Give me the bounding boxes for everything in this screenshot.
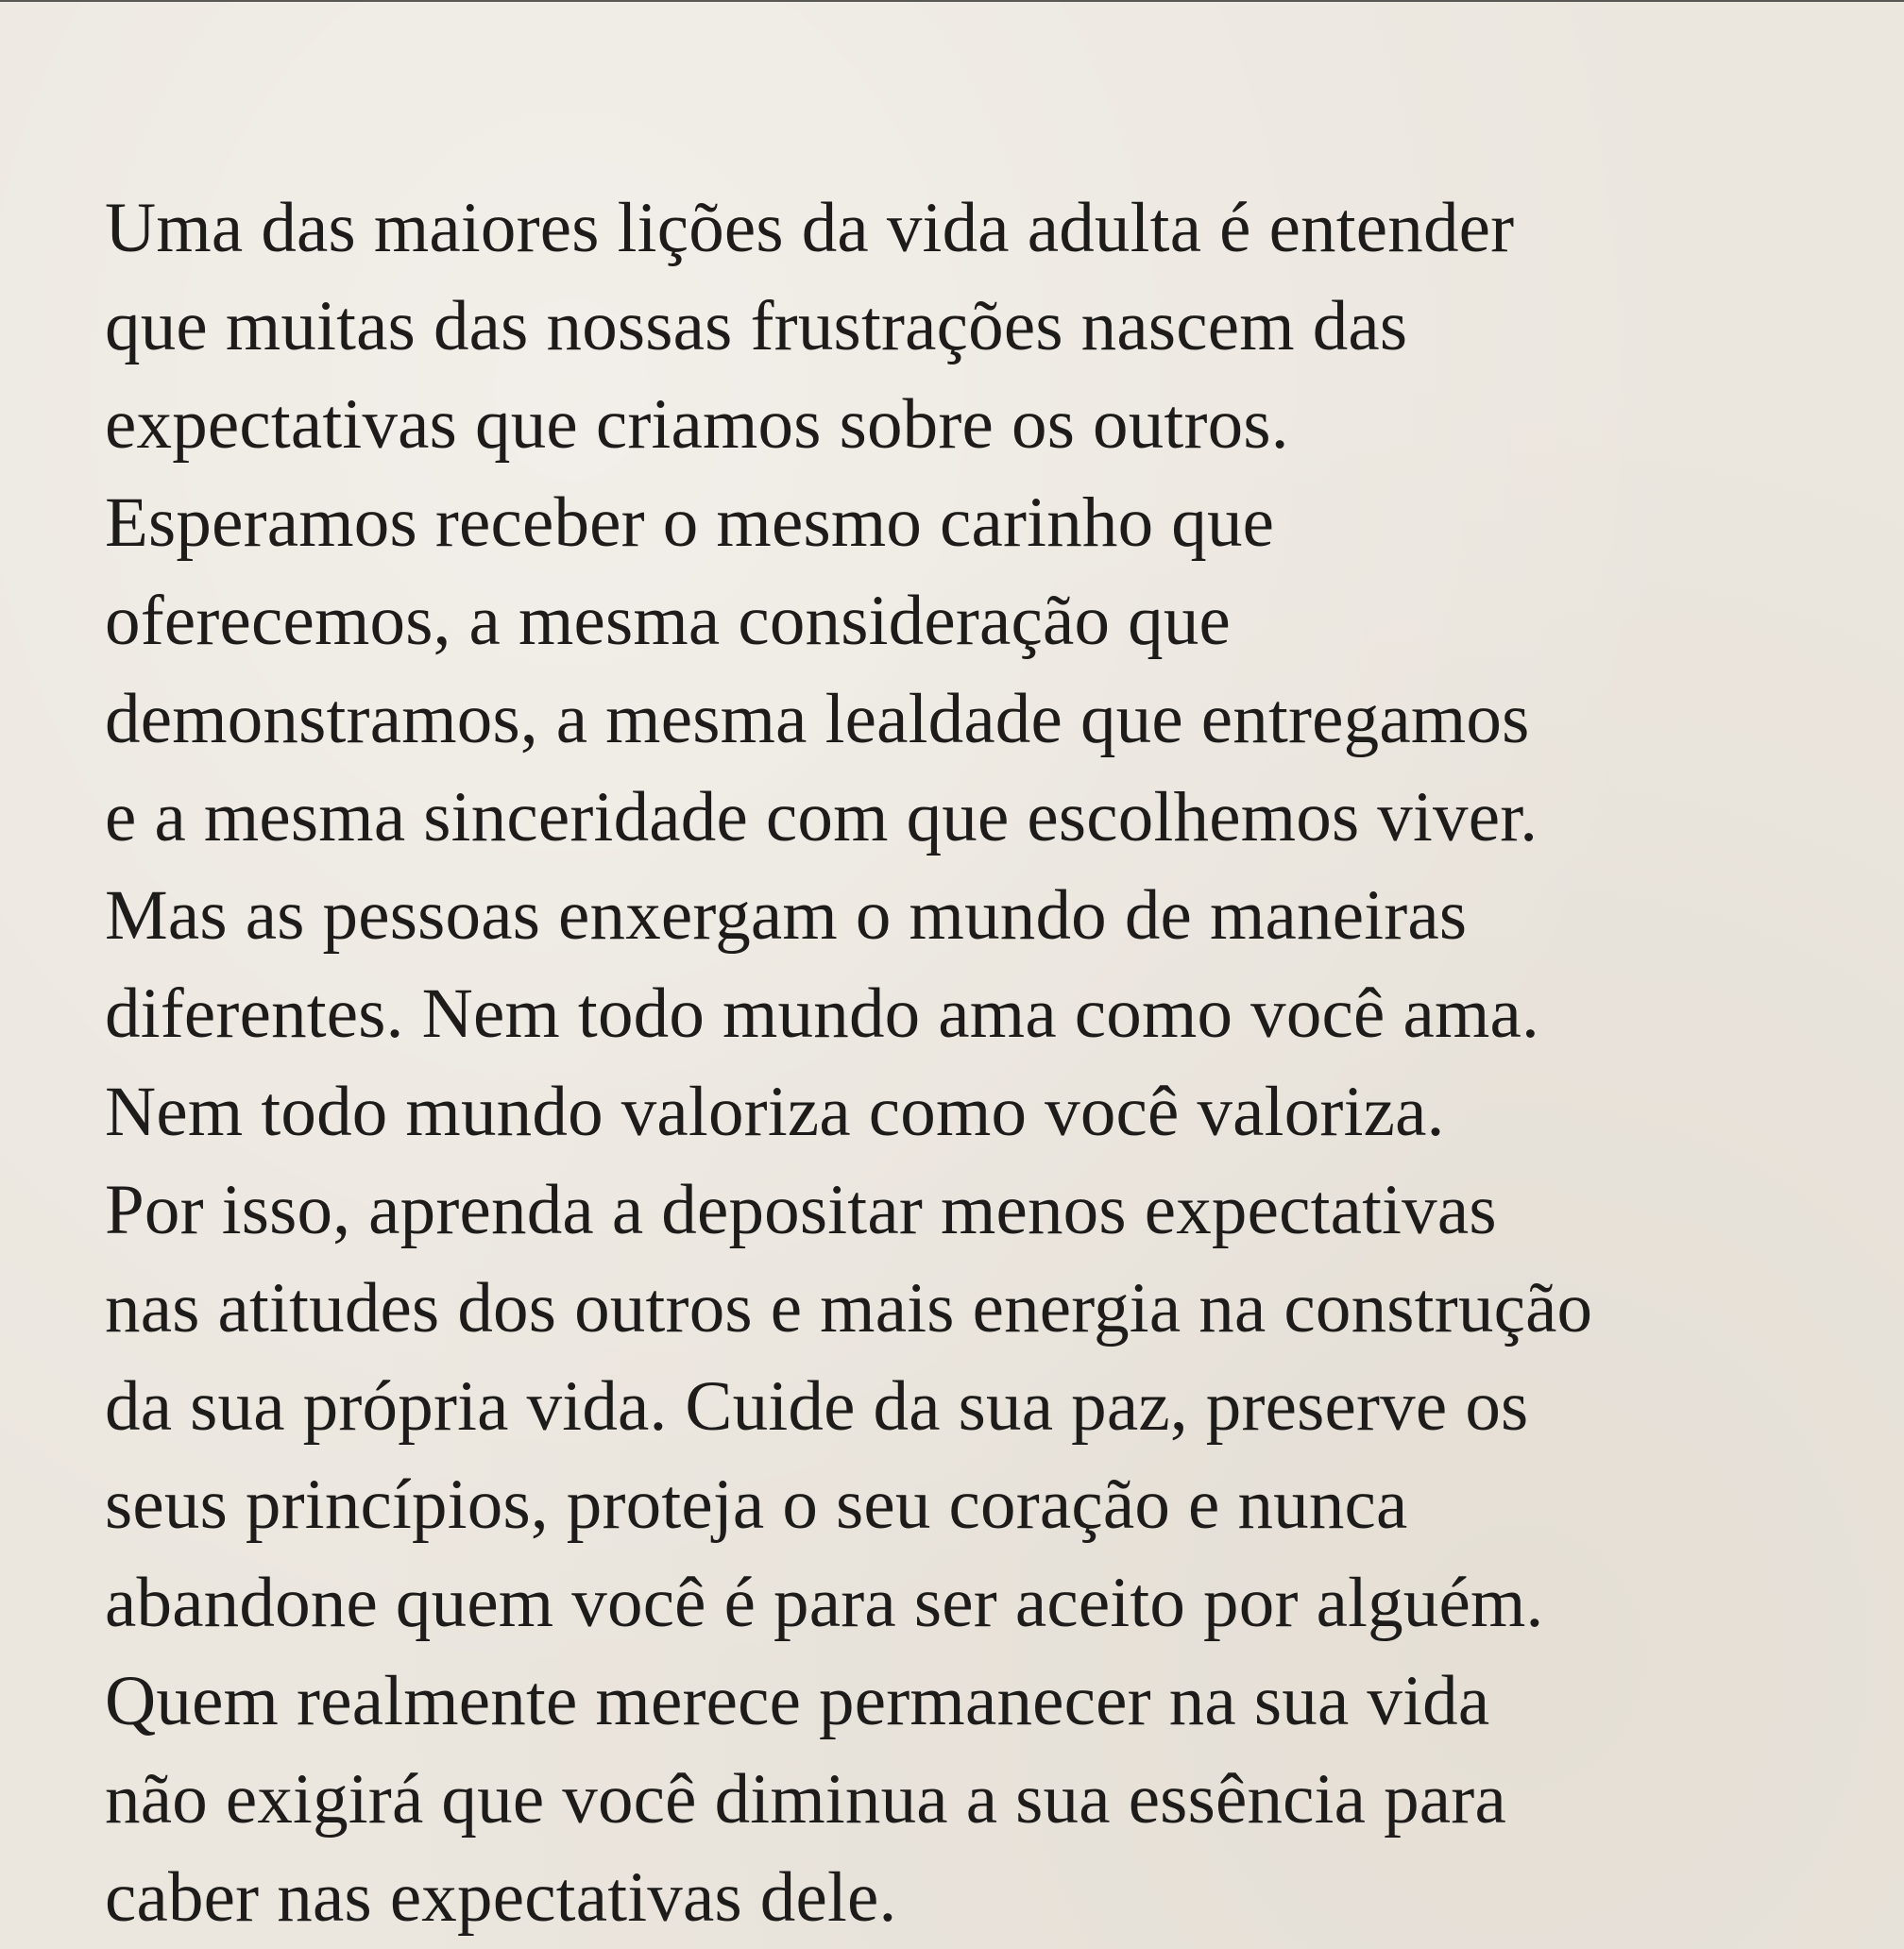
text-line: seus princípios, proteja o seu coração e nunca — [105, 1466, 1408, 1544]
text-line: Mas as pessoas enxergam o mundo de maneiras — [105, 876, 1468, 955]
text-line: e a mesma sinceridade com que escolhemos viver. — [105, 778, 1538, 856]
text-line: oferecemos, a mesma consideração que — [105, 582, 1232, 660]
text-line: demonstramos, a mesma lealdade que entregamos — [105, 680, 1530, 758]
text-line: Quem realmente merece permanecer na sua vida — [105, 1662, 1490, 1740]
text-line: Por isso, aprenda a depositar menos expectativas — [105, 1171, 1497, 1249]
text-line: caber nas expectativas dele. — [105, 1858, 897, 1937]
text-line: não exigirá que você diminua a sua essência para — [105, 1760, 1506, 1839]
text-line: que muitas das nossas frustrações nascem das — [105, 287, 1408, 365]
text-line: Nem todo mundo valoriza como você valoriza. — [105, 1073, 1445, 1151]
text-line: expectativas que criamos sobre os outros. — [105, 385, 1289, 464]
quote-text-block — [105, 179, 1890, 1947]
top-border — [0, 0, 1904, 2]
text-line: da sua própria vida. Cuide da sua paz, preserve os — [105, 1367, 1529, 1446]
text-line: abandone quem você é para ser aceito por alguém. — [105, 1564, 1544, 1642]
text-line: nas atitudes dos outros e mais energia na construção — [105, 1269, 1593, 1347]
text-line: Uma das maiores lições da vida adulta é entender — [105, 189, 1515, 267]
text-line: diferentes. Nem todo mundo ama como você ama. — [105, 974, 1539, 1053]
text-line: Esperamos receber o mesmo carinho que — [105, 483, 1275, 562]
